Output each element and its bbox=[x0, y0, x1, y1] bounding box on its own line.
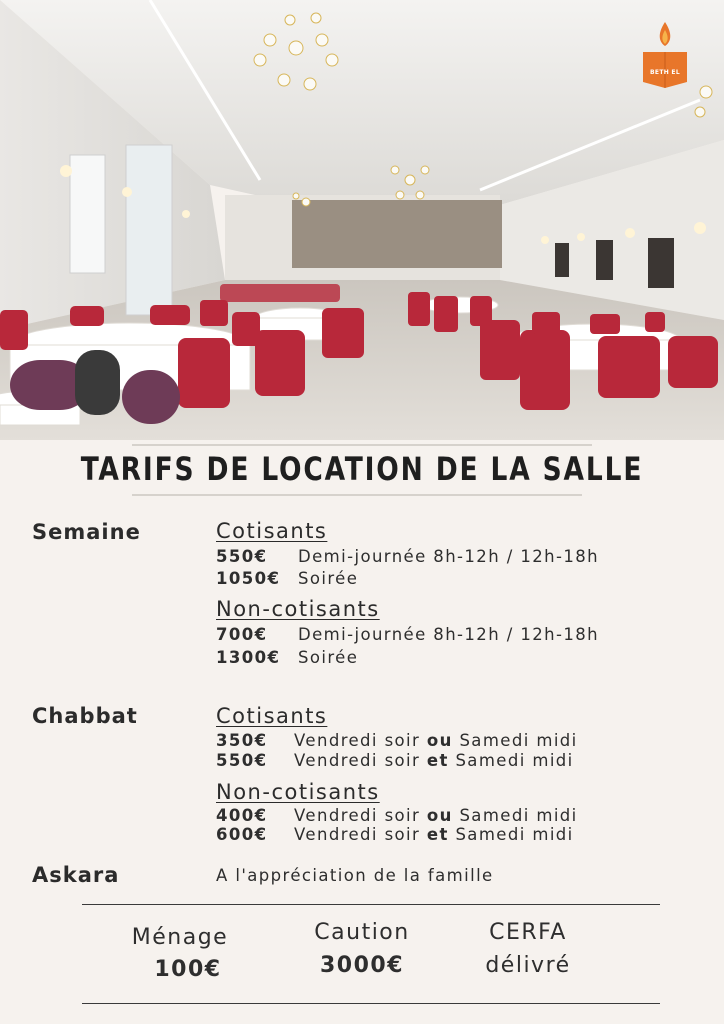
price-value: 1050€ bbox=[216, 569, 281, 588]
price-desc: Vendredi soir bbox=[294, 825, 421, 844]
price-desc: Vendredi soir bbox=[294, 731, 421, 750]
price-desc: Demi-journée 8h-12h / 12h-18h bbox=[298, 547, 599, 566]
askara-desc: A l'appréciation de la famille bbox=[216, 866, 494, 885]
cerfa-value: délivré bbox=[485, 953, 571, 978]
price-value: 550€ bbox=[216, 547, 268, 566]
price-row bbox=[216, 751, 574, 770]
title-rule-top bbox=[132, 444, 592, 446]
footer-rule-top bbox=[82, 904, 660, 905]
price-row bbox=[216, 547, 599, 566]
price-desc: Samedi midi bbox=[459, 731, 578, 750]
price-desc: Samedi midi bbox=[459, 806, 578, 825]
price-desc: Demi-journée 8h-12h / 12h-18h bbox=[298, 625, 599, 644]
cerfa-label: CERFA bbox=[489, 920, 567, 945]
price-row bbox=[216, 648, 358, 667]
section-semaine: Semaine bbox=[32, 520, 141, 544]
conjunction: ou bbox=[426, 806, 453, 825]
price-value: 700€ bbox=[216, 625, 268, 644]
semaine-cotisants-label: Cotisants bbox=[216, 519, 328, 543]
price-desc: Soirée bbox=[298, 648, 359, 667]
page-title: TARIFS DE LOCATION DE LA SALLE bbox=[80, 450, 644, 488]
section-askara: Askara bbox=[32, 863, 120, 887]
title-rule-bottom bbox=[132, 494, 582, 496]
caution-value: 3000€ bbox=[319, 953, 405, 978]
price-desc: Soirée bbox=[298, 569, 359, 588]
chabbat-cotisants-label: Cotisants bbox=[216, 704, 328, 728]
price-value: 600€ bbox=[216, 825, 268, 844]
price-desc: Vendredi soir bbox=[294, 751, 421, 770]
price-value: 1300€ bbox=[216, 648, 281, 667]
conjunction: ou bbox=[426, 731, 453, 750]
price-row bbox=[216, 825, 574, 844]
beth-el-logo bbox=[641, 20, 689, 92]
price-desc: Vendredi soir bbox=[294, 806, 421, 825]
price-row bbox=[216, 806, 578, 825]
price-row bbox=[216, 569, 358, 588]
price-value: 350€ bbox=[216, 731, 268, 750]
footer-rule-bottom bbox=[82, 1003, 660, 1004]
semaine-non-cotisants-label: Non-cotisants bbox=[216, 597, 380, 621]
menage-value: 100€ bbox=[154, 957, 222, 982]
conjunction: et bbox=[426, 825, 449, 844]
price-desc: Samedi midi bbox=[455, 751, 574, 770]
hall-photo bbox=[0, 0, 724, 440]
price-row bbox=[216, 731, 578, 750]
logo-text: BETH EL bbox=[650, 69, 680, 76]
price-value: 400€ bbox=[216, 806, 268, 825]
price-desc: Samedi midi bbox=[455, 825, 574, 844]
price-row bbox=[216, 625, 599, 644]
caution-label: Caution bbox=[314, 920, 410, 945]
chabbat-non-cotisants-label: Non-cotisants bbox=[216, 780, 380, 804]
price-value: 550€ bbox=[216, 751, 268, 770]
section-chabbat: Chabbat bbox=[32, 704, 138, 728]
hall-illustration bbox=[0, 0, 724, 440]
menage-label: Ménage bbox=[131, 925, 229, 950]
conjunction: et bbox=[426, 751, 449, 770]
